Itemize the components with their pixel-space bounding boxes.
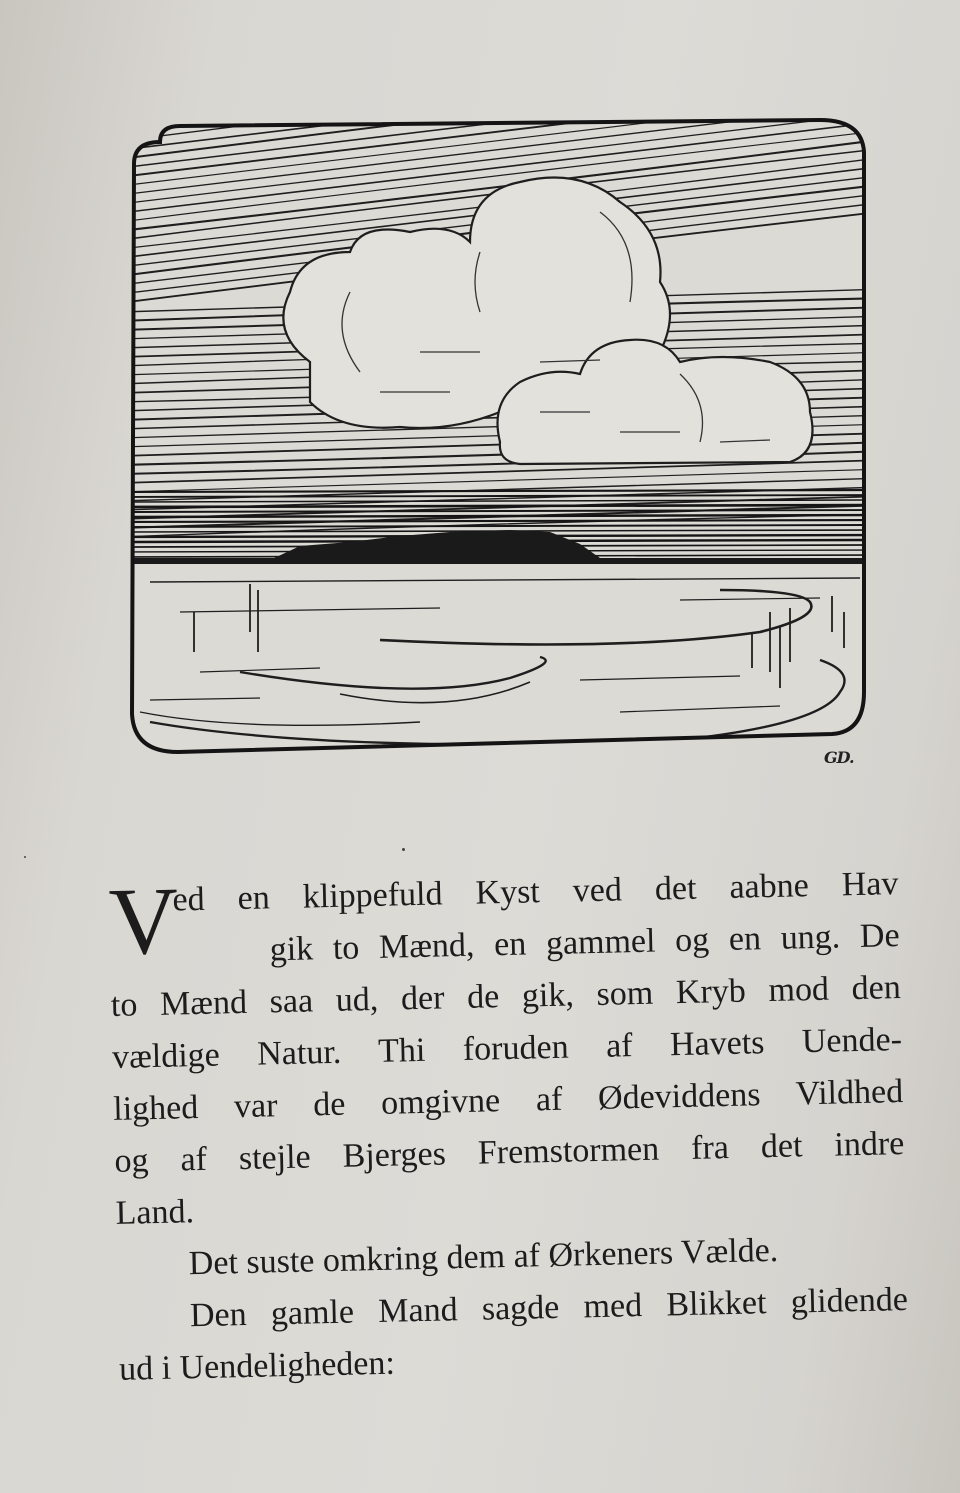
text-line: to Mænd saa ud, der de gik, som Kryb mod den bbox=[110, 969, 902, 1024]
text-line: gik to Mænd, en gammel og en ung. De bbox=[269, 917, 900, 969]
seascape-illustration bbox=[120, 112, 880, 792]
text-line: Land. bbox=[115, 1193, 195, 1232]
drop-cap: V bbox=[107, 866, 180, 975]
text-line: vældige Natur. Thi foruden af Havets Uende- bbox=[111, 1021, 903, 1076]
text-line: ed en klippefuld Kyst ved det aabne Hav bbox=[172, 865, 899, 919]
story-text bbox=[108, 858, 910, 1396]
paper-speck bbox=[24, 856, 26, 858]
text-line: Den gamle Mand sagde med Blikket glidende bbox=[189, 1280, 909, 1335]
drawing-content bbox=[120, 112, 880, 792]
paragraph-1-opening bbox=[108, 858, 900, 980]
paragraph-2: Det suste omkring dem af Ørkeners Vælde. bbox=[188, 1231, 779, 1283]
text-line: og af stejle Bjerges Fremstormen fra det indre bbox=[114, 1125, 905, 1180]
artist-signature: GD. bbox=[824, 748, 854, 767]
text-line: ud i Uendeligheden: bbox=[118, 1344, 396, 1388]
text-line: lighed var de omgivne af Ødeviddens Vildhed bbox=[112, 1073, 904, 1128]
paper-speck bbox=[402, 848, 405, 851]
